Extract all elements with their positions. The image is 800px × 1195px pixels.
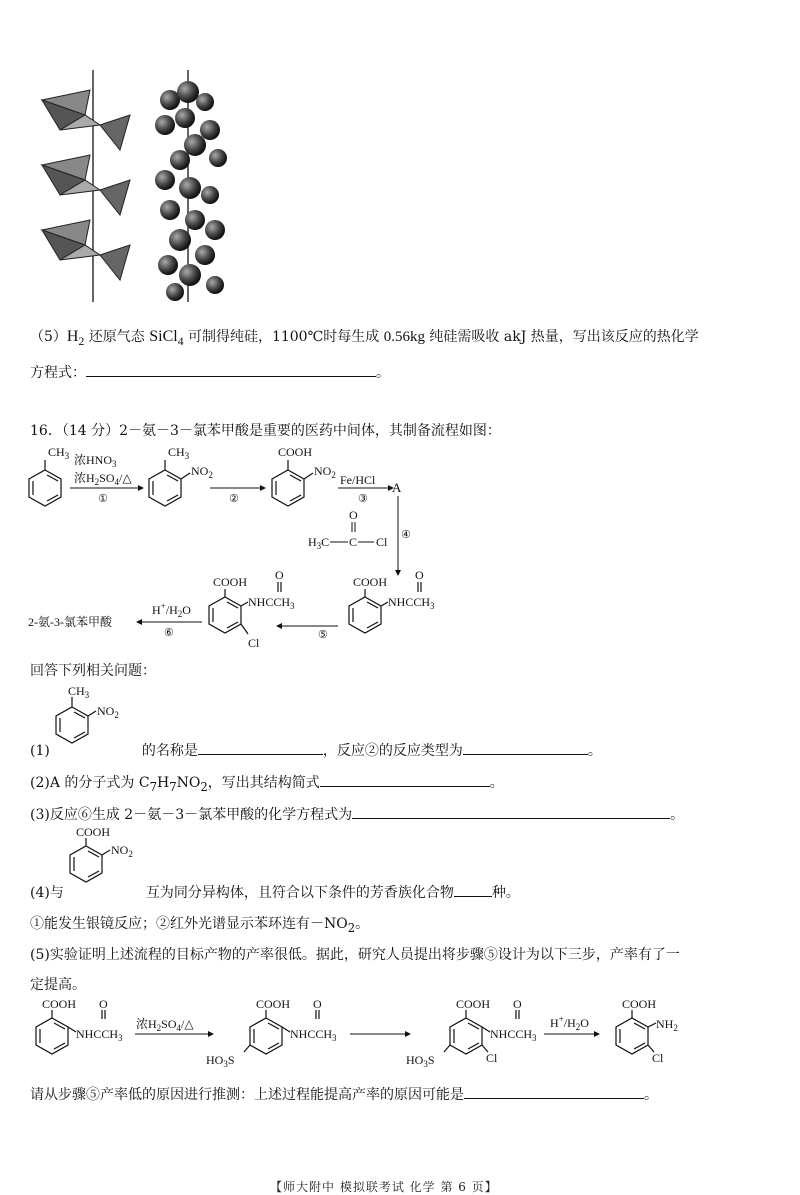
svg-text:COOH: COOH	[456, 997, 491, 1011]
question-5-ask: 请从步骤⑤产率低的原因进行推测：上述过程能提高产率的原因可能是 。	[30, 1084, 658, 1104]
answer-blank[interactable]	[454, 882, 492, 897]
svg-text:⑥: ⑥	[164, 627, 174, 639]
q16-intro: 16．（14 分）2－氨－3－氯苯甲酸是重要的医药中间体，其制备流程如图：	[30, 423, 501, 439]
answer-blank[interactable]	[464, 1084, 644, 1099]
svg-text:O: O	[313, 997, 322, 1011]
svg-text:①: ①	[98, 493, 108, 505]
svg-text:Cl: Cl	[652, 1051, 664, 1065]
svg-text:COOH: COOH	[278, 445, 313, 459]
svg-text:NHCCH3: $NHCCH_3$	[248, 595, 295, 611]
answer-blank[interactable]	[463, 740, 588, 755]
answer-prompt: 回答下列相关问题：	[30, 663, 156, 679]
answer-blank[interactable]	[352, 804, 670, 819]
svg-text:NO2: $NO_2$	[191, 464, 213, 480]
svg-text:HO3S: $HO_3S$	[206, 1053, 235, 1069]
silicon-atom-ball-model	[150, 70, 250, 305]
svg-text:COOH: COOH	[213, 575, 248, 589]
svg-text:NHCCH3: $NHCCH_3$	[388, 595, 435, 611]
svg-text:Cl: Cl	[376, 535, 388, 549]
svg-text:CH3: $CH_3$	[48, 445, 70, 461]
svg-text:COOH: COOH	[256, 997, 291, 1011]
toluene-structure	[29, 460, 61, 506]
svg-text:NO2: $NO_2$	[97, 704, 119, 720]
svg-text:浓H2SO4/△: 浓$H_2SO_4/\triangle$	[74, 471, 132, 487]
svg-text:NHCCH3: $NHCCH_3$	[76, 1027, 123, 1043]
svg-text:NH2: $NH_2$	[656, 1017, 678, 1033]
svg-text:C: C	[349, 535, 358, 549]
svg-text:NO2: $NO_2$	[111, 843, 133, 859]
svg-text:⑤: ⑤	[318, 629, 328, 641]
svg-text:Fe/HCl: Fe/HCl	[340, 473, 376, 487]
svg-text:O: O	[415, 568, 424, 582]
svg-text:A: A	[392, 480, 402, 495]
question-4-conditions: ①能发生银镜反应；②红外光谱显示苯环连有$-NO_2$。	[30, 916, 370, 935]
svg-text:H+/H2O: $H^+/H_2O$	[550, 1014, 589, 1032]
page-footer: 【师大附中 模拟联考试 化学 第 6 页】	[270, 1180, 498, 1194]
question-1: (1) 的名称是 ，反应②的反应类型为 。	[30, 740, 602, 760]
svg-text:COOH: COOH	[353, 575, 388, 589]
synthesis-scheme	[20, 442, 460, 657]
svg-text:NHCCH3: $NHCCH_3$	[490, 1027, 537, 1043]
svg-text:CH3: $CH_3$	[168, 445, 190, 461]
svg-text:④: ④	[401, 529, 411, 541]
svg-text:H3C: $H_3C$	[308, 535, 330, 551]
svg-text:H+/H2O: $H^+/H_2O$	[152, 601, 191, 619]
svg-text:COOH: COOH	[622, 997, 657, 1011]
q15-part5-line1: $(5)H_2$ 还原气态 SiCl$_4$ 可制得纯硅，1100℃时每生成 0.56kg 纯硅需吸收 akJ 热量，写出该反应的热化学	[30, 328, 699, 348]
svg-text:O: O	[513, 997, 522, 1011]
svg-text:②: ②	[229, 493, 239, 505]
question-5-line1: (5)实验证明上述流程的目标产物的产率很低。据此，研究人员提出将步骤⑤设计为以下三步，产率有了一	[30, 947, 680, 963]
svg-text:Cl: Cl	[486, 1051, 498, 1065]
svg-text:浓H2SO4/△: 浓$H_2SO_4/\triangle$	[136, 1017, 194, 1033]
question-3: (3)反应⑥生成 2－氨－3－氯苯甲酸的化学方程式为 。	[30, 804, 684, 824]
answer-blank[interactable]	[86, 362, 376, 377]
question-5-line2: 定提高。	[30, 977, 86, 993]
question-2: (2)A 的分子式为 $C_7H_7NO_2$，写出其结构简式 。	[30, 772, 504, 794]
step5-revised-scheme	[20, 996, 700, 1076]
svg-text:O: O	[275, 568, 284, 582]
svg-text:浓HNO3: 浓$HNO_3$	[74, 453, 117, 469]
svg-text:HO3S: $HO_3S$	[406, 1053, 435, 1069]
question-4: (4)与 互为同分异构体，且符合以下条件的芳香族化合物 种。	[30, 882, 520, 902]
silicate-chain-figure	[30, 70, 140, 305]
svg-text:O: O	[99, 997, 108, 1011]
target-product-label: 2-氨-3-氯苯甲酸	[28, 615, 112, 629]
svg-text:COOH: COOH	[42, 997, 77, 1011]
svg-text:NO2: $NO_2$	[314, 464, 336, 480]
svg-text:CH3: $CH_3$	[68, 685, 90, 700]
svg-text:O: O	[349, 508, 358, 522]
answer-blank[interactable]	[198, 740, 323, 755]
svg-text:COOH: COOH	[76, 825, 111, 839]
q15-part5-line2: 方程式： 。	[30, 362, 390, 382]
svg-text:Cl: Cl	[248, 636, 260, 650]
answer-blank[interactable]	[320, 772, 490, 787]
svg-text:NHCCH3: $NHCCH_3$	[290, 1027, 337, 1043]
svg-text:③: ③	[358, 493, 368, 505]
